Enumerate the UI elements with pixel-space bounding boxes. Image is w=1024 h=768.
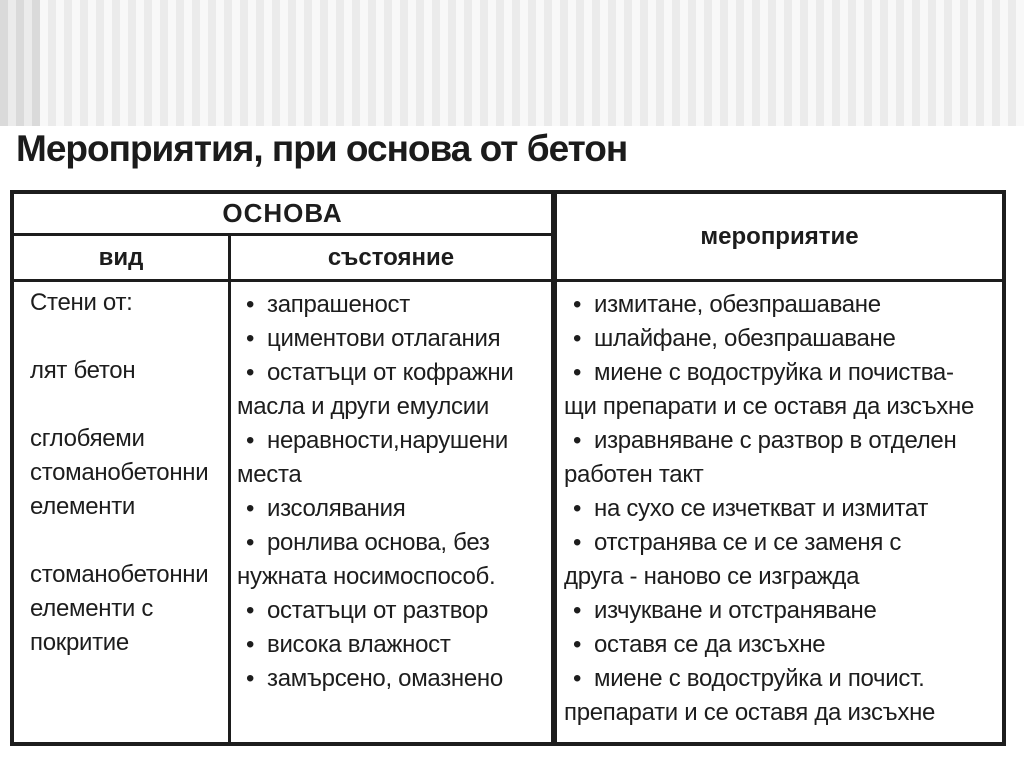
table-header-base: ОСНОВА bbox=[14, 194, 551, 236]
bullet-icon: • bbox=[573, 631, 582, 658]
bullet-icon: • bbox=[573, 359, 582, 386]
header-stripe-band bbox=[0, 0, 1024, 126]
bullet-icon: • bbox=[246, 291, 255, 318]
measure-item-text: отстранява се и се заменя с bbox=[594, 529, 902, 556]
measure-item-continuation: работен такт bbox=[564, 461, 704, 488]
measure-item bbox=[564, 322, 1000, 356]
bullet-icon: • bbox=[246, 325, 255, 352]
measure-item bbox=[564, 526, 1000, 560]
measures-table bbox=[10, 190, 1006, 746]
bullet-icon: • bbox=[573, 427, 582, 454]
measure-item-text: изравняване с разтвор в отделен bbox=[594, 427, 957, 454]
measure-item-text: на сухо се изчеткват и измитат bbox=[594, 495, 929, 522]
bullet-icon: • bbox=[246, 495, 255, 522]
condition-item bbox=[237, 662, 549, 696]
column-measure bbox=[551, 282, 1002, 742]
condition-item bbox=[237, 526, 549, 560]
condition-item-continuation: нужната носимоспособ. bbox=[237, 563, 496, 590]
type-line: Стени от: bbox=[30, 289, 133, 316]
condition-item bbox=[237, 492, 549, 526]
condition-item-continuation: места bbox=[237, 461, 302, 488]
condition-item-text: изсолявания bbox=[267, 495, 406, 522]
bullet-icon: • bbox=[573, 529, 582, 556]
bullet-icon: • bbox=[573, 325, 582, 352]
measure-item bbox=[564, 424, 1000, 458]
measure-item-text: измитане, обезпрашаване bbox=[594, 291, 881, 318]
bullet-icon: • bbox=[573, 495, 582, 522]
condition-item-text: замърсено, омазнено bbox=[267, 665, 503, 692]
column-type bbox=[14, 282, 231, 742]
condition-item-text: висока влажност bbox=[267, 631, 451, 658]
condition-item-text: ронлива основа, без bbox=[267, 529, 490, 556]
column-condition bbox=[231, 282, 551, 742]
measure-item-text: изчукване и отстраняване bbox=[594, 597, 877, 624]
bullet-icon: • bbox=[246, 631, 255, 658]
measure-item bbox=[564, 628, 1000, 662]
table-header-measure: мероприятие bbox=[551, 194, 1002, 282]
condition-item-text: остатъци от кофражни bbox=[267, 359, 514, 386]
measure-item-text: миене с водоструйка и почиства- bbox=[594, 359, 954, 386]
type-line: елементи с bbox=[30, 595, 154, 622]
type-line: стоманобетонни bbox=[30, 459, 209, 486]
bullet-icon: • bbox=[246, 529, 255, 556]
condition-item-text: неравности,нарушени bbox=[267, 427, 508, 454]
table-header-type: вид bbox=[14, 236, 231, 282]
bullet-icon: • bbox=[573, 291, 582, 318]
bullet-icon: • bbox=[246, 597, 255, 624]
bullet-icon: • bbox=[573, 665, 582, 692]
measure-item bbox=[564, 492, 1000, 526]
page-title: Мероприятия, при основа от бетон bbox=[16, 128, 628, 169]
table-header-condition: състояние bbox=[231, 236, 551, 282]
type-line: елементи bbox=[30, 493, 136, 520]
condition-item-text: циментови отлагания bbox=[267, 325, 501, 352]
bullet-icon: • bbox=[246, 665, 255, 692]
measure-item-continuation: препарати и се оставя да изсъхне bbox=[564, 699, 936, 726]
measure-item bbox=[564, 356, 1000, 390]
condition-item bbox=[237, 628, 549, 662]
measure-item bbox=[564, 288, 1000, 322]
bullet-icon: • bbox=[246, 427, 255, 454]
type-line: стоманобетонни bbox=[30, 561, 209, 588]
type-line-blank bbox=[30, 524, 224, 558]
condition-item bbox=[237, 356, 549, 390]
type-line-blank bbox=[30, 320, 224, 354]
condition-item-continuation: масла и други емулсии bbox=[237, 393, 489, 420]
measure-item-continuation: щи препарати и се оставя да изсъхне bbox=[564, 393, 975, 420]
measure-item bbox=[564, 594, 1000, 628]
measure-item-continuation: друга - наново се изгражда bbox=[564, 563, 860, 590]
type-line: лят бетон bbox=[30, 357, 136, 384]
measure-item-text: миене с водоструйка и почист. bbox=[594, 665, 925, 692]
condition-item bbox=[237, 322, 549, 356]
type-line: сглобяеми bbox=[30, 425, 145, 452]
type-line: покритие bbox=[30, 629, 129, 656]
measure-item-text: шлайфане, обезпрашаване bbox=[594, 325, 896, 352]
header-stripe-cap bbox=[0, 0, 40, 126]
condition-item bbox=[237, 424, 549, 458]
condition-item-text: запрашеност bbox=[267, 291, 410, 318]
bullet-icon: • bbox=[246, 359, 255, 386]
measure-item-text: оставя се да изсъхне bbox=[594, 631, 826, 658]
condition-item bbox=[237, 288, 549, 322]
type-line-blank bbox=[30, 388, 224, 422]
condition-item-text: остатъци от разтвор bbox=[267, 597, 489, 624]
bullet-icon: • bbox=[573, 597, 582, 624]
measure-item bbox=[564, 662, 1000, 696]
condition-item bbox=[237, 594, 549, 628]
